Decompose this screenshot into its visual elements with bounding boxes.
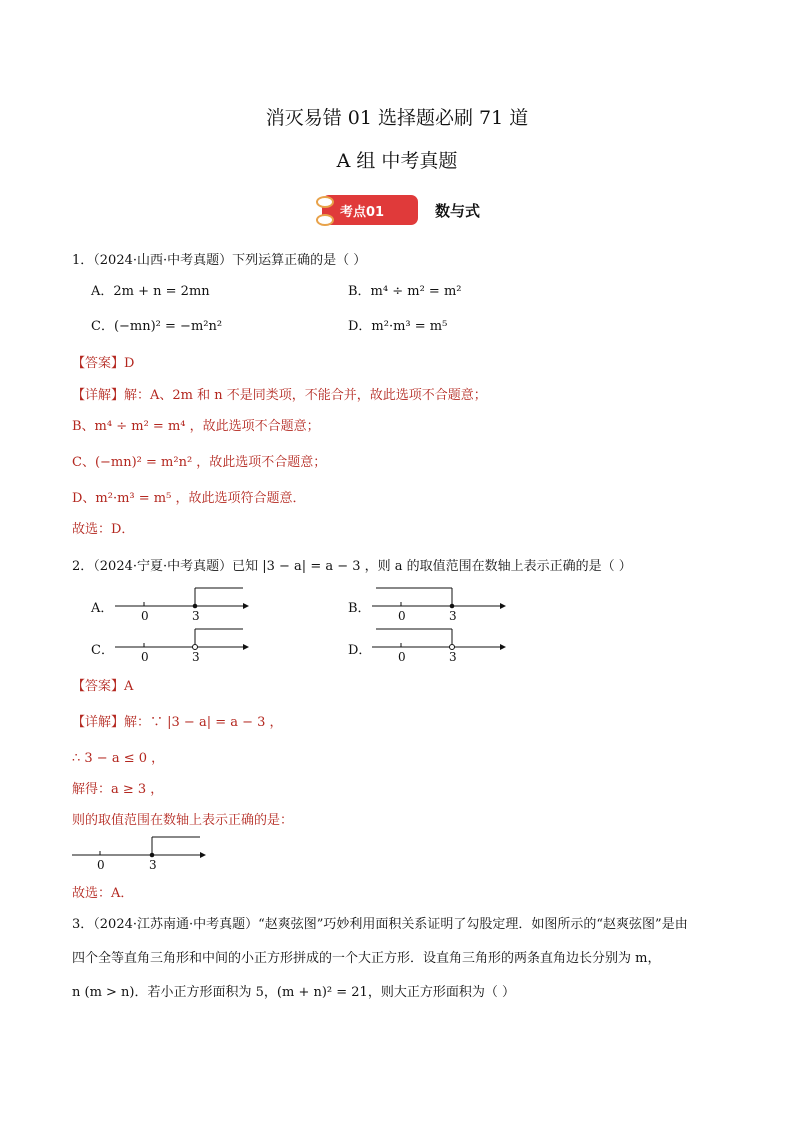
q2-detail-4: 则的取值范围在数轴上表示正确的是：	[72, 813, 294, 828]
badge-label: 考点01	[340, 205, 385, 220]
q1-option-d: D．m²·m³ = m⁵	[348, 319, 448, 334]
q2-stem: 2．（2024·宁夏·中考真题）已知 |3 − a| = a − 3 ，则 a 的取值范围在数轴上表示正确的是（ ）	[72, 559, 632, 574]
topic-badge	[314, 193, 418, 227]
q1-detail-3: C、(−mn)² = m²n² ，故此选项不合题意；	[72, 455, 327, 470]
topic-title: 数与式	[435, 202, 481, 220]
page-subtitle: A 组 中考真题	[336, 150, 458, 172]
q1-option-c: C．(−mn)² = −m²n²	[91, 319, 223, 334]
svg-text:3: 3	[449, 609, 457, 623]
svg-text:0: 0	[398, 650, 406, 664]
q1-answer	[72, 352, 134, 371]
q2-detail-1	[72, 711, 283, 730]
svg-text:3: 3	[192, 650, 200, 664]
q1-detail-1	[72, 384, 487, 403]
svg-text:0: 0	[141, 650, 149, 664]
answer-value: A	[124, 679, 134, 694]
solution-number-line	[72, 835, 212, 875]
number-line-b	[372, 586, 507, 626]
detail-text: 解：A、2m 和 n 不是同类项，不能合并，故此选项不合题意；	[124, 388, 487, 403]
answer-label: 【答案】	[72, 679, 125, 694]
q1-detail-4: D、m²·m³ = m⁵ ，故此选项符合题意．	[72, 491, 306, 506]
svg-text:3: 3	[149, 858, 157, 872]
answer-label: 【答案】	[72, 356, 125, 371]
q1-option-b: B．m⁴ ÷ m² = m²	[348, 284, 462, 299]
q2-detail-3: 解得：a ≥ 3 ，	[72, 782, 164, 797]
q2-label-a: A．	[91, 601, 114, 616]
q2-label-c: C．	[91, 643, 114, 658]
q1-option-a: A．2m + n = 2mn	[91, 284, 210, 299]
q3-line-1: 3．（2024·江苏南通·中考真题）“赵爽弦图”巧妙利用面积关系证明了勾股定理．如图所示的“赵爽弦图”是由	[72, 917, 688, 932]
svg-text:0: 0	[97, 858, 105, 872]
badge-ring-icon	[316, 196, 334, 208]
number-line-a	[115, 586, 250, 626]
number-line-d	[372, 627, 507, 667]
badge-ring-icon	[316, 214, 334, 226]
detail-label: 【详解】	[72, 388, 125, 403]
answer-value: D	[124, 356, 135, 371]
q1-stem: 1．（2024·山西·中考真题）下列运算正确的是（ ）	[72, 253, 367, 268]
svg-text:0: 0	[141, 609, 149, 623]
q2-label-d: D．	[348, 643, 372, 658]
svg-text:3: 3	[449, 650, 457, 664]
detail-text: 解：∵ |3 − a| = a − 3 ，	[124, 715, 283, 730]
svg-text:3: 3	[192, 609, 200, 623]
q1-choose: 故选：D．	[72, 522, 135, 537]
q2-answer	[72, 675, 133, 694]
number-line-c	[115, 627, 250, 667]
q2-label-b: B．	[348, 601, 371, 616]
detail-label: 【详解】	[72, 715, 125, 730]
svg-text:0: 0	[398, 609, 406, 623]
q1-detail-2: B、m⁴ ÷ m² = m⁴ ，故此选项不合题意；	[72, 419, 320, 434]
q2-choose: 故选：A．	[72, 886, 134, 901]
page-title: 消灭易错 01 选择题必刷 71 道	[265, 107, 529, 129]
q3-line-3: n (m > n)．若小正方形面积为 5，(m + n)² = 21，则大正方形面积为（ ）	[72, 985, 515, 1000]
q3-line-2: 四个全等直角三角形和中间的小正方形拼成的一个大正方形．设直角三角形的两条直角边长分别为 m，	[72, 951, 661, 966]
q2-detail-2: ∴ 3 − a ≤ 0 ，	[72, 751, 165, 766]
